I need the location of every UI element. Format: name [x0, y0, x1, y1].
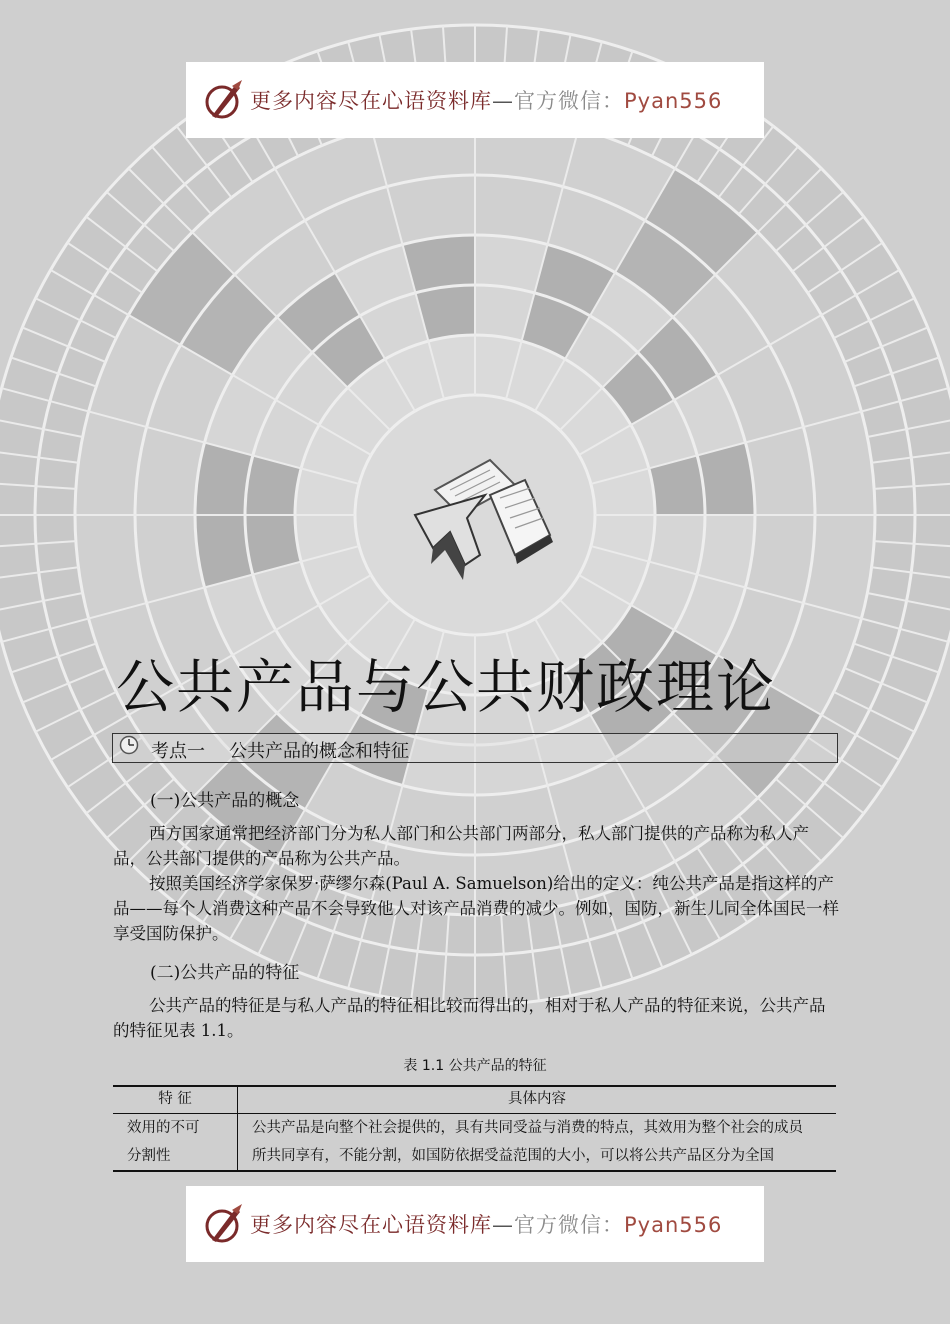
- banner-account-label: 官方微信：: [514, 89, 624, 113]
- banner-account-value: Pyan556: [624, 89, 723, 113]
- bottom-banner[interactable]: [186, 1186, 764, 1262]
- banner-account-value: Pyan556: [624, 1213, 723, 1237]
- banner-text: [250, 1209, 722, 1239]
- exam-point-text: [151, 737, 409, 763]
- clock-icon: [119, 735, 139, 755]
- features-table: [113, 1085, 836, 1172]
- section-heading-features: (二)公共产品的特征: [150, 963, 300, 983]
- banner-separator: —: [492, 1213, 514, 1237]
- column-header-feature: 特 征: [113, 1086, 238, 1114]
- banner-main-text: 更多内容尽在心语资料库: [250, 89, 492, 113]
- feature-cell: 效用的不可 分割性: [113, 1114, 238, 1172]
- banner-main-text: 更多内容尽在心语资料库: [250, 1213, 492, 1237]
- book-cursor-icon: [405, 440, 555, 590]
- paragraph: 西方国家通常把经济部门分为私人部门和公共部门两部分，私人部门提供的产品称为私人产品，公共部门提供的产品称为公共产品。: [113, 824, 809, 868]
- paragraph: 公共产品的特征是与私人产品的特征相比较而得出的，相对于私人产品的特征来说，公共产品的特征见表 1.1。: [113, 996, 826, 1040]
- table-caption: 表 1.1 公共产品的特征: [403, 1058, 547, 1074]
- column-header-content: 具体内容: [238, 1086, 837, 1114]
- banner-text: [250, 85, 722, 115]
- section-heading-concept: (一)公共产品的概念: [150, 791, 300, 811]
- page-title: 公共产品与公共财政理论: [116, 653, 777, 721]
- banner-account-label: 官方微信：: [514, 1213, 624, 1237]
- exam-point-heading: 公共产品的概念和特征: [229, 741, 409, 762]
- quill-pen-logo-icon: [202, 1202, 246, 1246]
- top-banner[interactable]: [186, 62, 764, 138]
- quill-pen-logo-icon: [202, 78, 246, 122]
- table-header-row: [113, 1086, 836, 1114]
- content-cell: 公共产品是向整个社会提供的，具有共同受益与消费的特点，其效用为整个社会的成员 所共同享有，不能分割，如国防依据受益范围的大小，可以将公共产品区分为全国: [252, 1120, 803, 1164]
- table-row: [113, 1114, 836, 1172]
- paragraph: 按照美国经济学家保罗·萨缪尔森(Paul A. Samuelson)给出的定义：纯公共产品是指这样的产品——每个人消费这种产品不会导致他人对该产品消费的减少。例如，国防，新生儿同全体国民一样享受国防保护。: [113, 874, 839, 943]
- exam-point-header: [112, 733, 838, 763]
- banner-separator: —: [492, 89, 514, 113]
- exam-point-number: 考点一: [151, 741, 205, 762]
